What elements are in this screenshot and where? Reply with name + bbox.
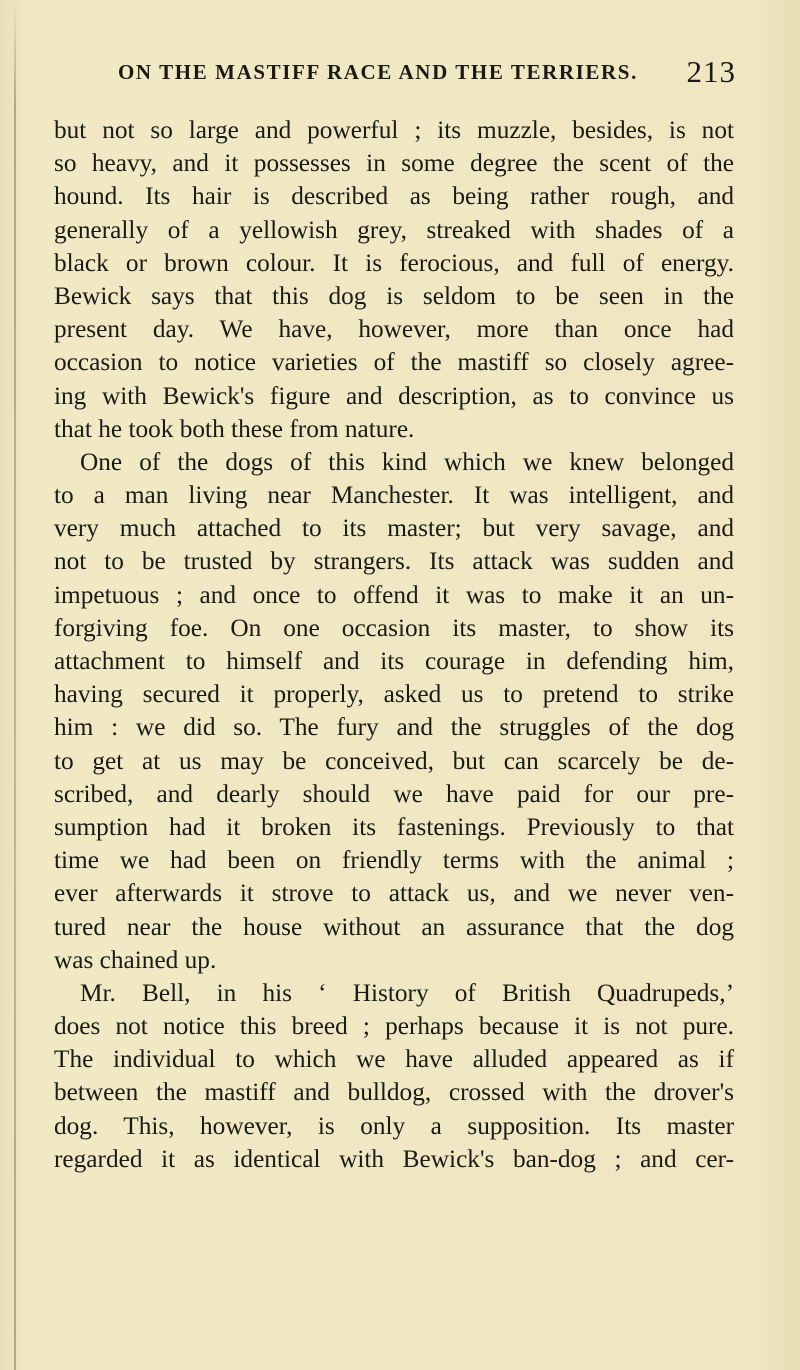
paragraph-start-line: Mr. Bell, in his ‘ History of British Quadrupeds,’ — [80, 978, 734, 1007]
text-line: black or brown colour. It is ferocious, and full of energy. — [54, 248, 734, 277]
text-line: does not notice this breed ; perhaps because it is not pure. — [54, 1012, 734, 1041]
text-line: hound. Its hair is described as being rather rough, and — [54, 182, 734, 211]
text-line: but not so large and powerful ; its muzzle, besides, is not — [54, 116, 734, 144]
text-line: regarded it as identical with Bewick's ban-dog ; and cer- — [54, 1144, 734, 1173]
text-line: forgiving foe. On one occasion its master, to show its — [54, 613, 734, 642]
text-line: attachment to himself and its courage in defending him, — [54, 647, 734, 675]
text-line: tured near the house without an assurance that the dog — [54, 912, 734, 941]
text-line: generally of a yellowish grey, streaked with shades of a — [54, 215, 734, 244]
text-line: having secured it properly, asked us to pretend to strike — [54, 680, 734, 709]
text-line: ing with Bewick's figure and description, as to convince us — [54, 381, 734, 410]
text-line: occasion to notice varieties of the mastiff so closely agree- — [54, 348, 734, 377]
text-line: impetuous ; and once to offend it was to make it an un- — [54, 580, 734, 609]
paragraph-start-line: One of the dogs of this kind which we knew belonged — [80, 447, 734, 476]
page-number: 213 — [686, 54, 736, 89]
text-line: not to be trusted by strangers. Its attack was sudden and — [54, 547, 734, 576]
paragraph-end-line: was chained up. — [54, 945, 217, 974]
text-line: Bewick says that this dog is seldom to be seen in the — [54, 281, 734, 310]
binding-gutter — [14, 0, 16, 1370]
text-line: sumption had it broken its fastenings. Previously to that — [54, 812, 734, 841]
text-line: so heavy, and it possesses in some degree the scent of the — [54, 149, 734, 178]
body-text — [54, 114, 734, 1176]
running-head — [0, 54, 800, 90]
text-line: time we had been on friendly terms with the animal ; — [54, 846, 734, 875]
text-line: dog. This, however, is only a supposition. Its master — [54, 1111, 734, 1140]
text-line: ever afterwards it strove to attack us, and we never ven- — [54, 879, 734, 908]
running-title: ON THE MASTIFF RACE AND THE TERRIERS. — [118, 60, 638, 84]
text-line: scribed, and dearly should we have paid for our pre- — [54, 779, 734, 808]
text-line: him : we did so. The fury and the struggles of the dog — [54, 713, 734, 742]
text-line: very much attached to its master; but very savage, and — [54, 514, 734, 543]
text-line: between the mastiff and bulldog, crossed with the drover's — [54, 1078, 734, 1107]
text-line: to a man living near Manchester. It was intelligent, and — [54, 481, 734, 510]
text-line: to get at us may be conceived, but can scarcely be de- — [54, 746, 734, 775]
paragraph-end-line: that he took both these from nature. — [54, 414, 415, 443]
text-line: present day. We have, however, more than once had — [54, 315, 734, 344]
text-line: The individual to which we have alluded appeared as if — [54, 1045, 734, 1074]
